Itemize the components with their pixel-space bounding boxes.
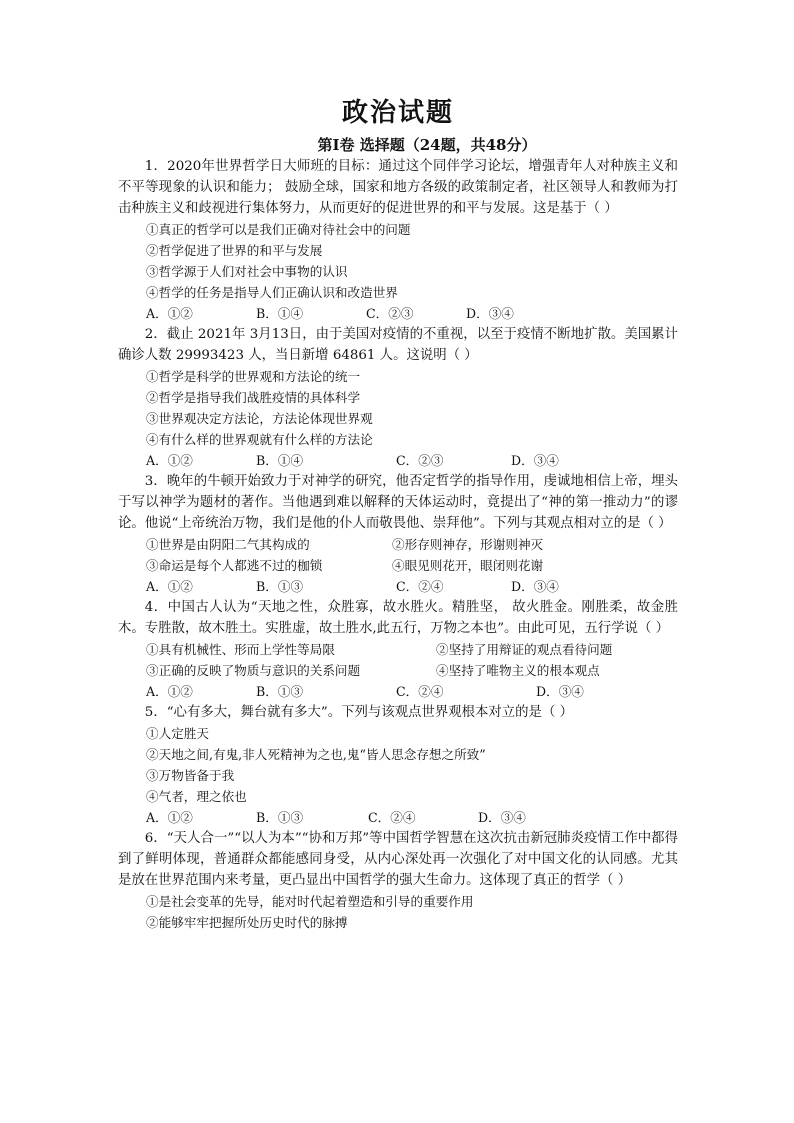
answer-choice-b[interactable]: B．①③ bbox=[256, 579, 304, 594]
answer-choice-d[interactable]: D．③④ bbox=[478, 810, 526, 825]
section-heading: 第Ⅰ卷 选择题（24题，共48分） bbox=[317, 136, 537, 154]
option-item: ③正确的反映了物质与意识的关系问题 bbox=[146, 663, 361, 678]
answer-choice-b[interactable]: B．①④ bbox=[256, 453, 304, 468]
answer-choice-d[interactable]: D．③④ bbox=[536, 684, 584, 699]
answer-choice-a[interactable]: A．①② bbox=[146, 453, 193, 468]
option-item: ②哲学促进了世界的和平与发展 bbox=[146, 243, 323, 258]
question-1 bbox=[118, 156, 678, 324]
question-3 bbox=[118, 471, 678, 597]
option-item: ③世界观决定方法论，方法论体现世界观 bbox=[146, 411, 373, 426]
answer-choice-a[interactable]: A．①② bbox=[146, 306, 193, 321]
answer-choices bbox=[118, 576, 678, 597]
option-item: ①真正的哲学可以是我们正确对待社会中的问题 bbox=[146, 222, 411, 237]
answer-choice-c[interactable]: C．②④ bbox=[368, 810, 416, 825]
option-item: ②形存则神存，形谢则神灭 bbox=[392, 537, 544, 552]
option-item: ③命运是每个人都逃不过的枷锁 bbox=[146, 558, 323, 573]
option-item: ④眼见则花开，眼闭则花谢 bbox=[392, 558, 544, 573]
answer-choices bbox=[118, 303, 678, 324]
question-2 bbox=[118, 324, 678, 471]
answer-choice-d[interactable]: D．③④ bbox=[511, 453, 559, 468]
option-row bbox=[118, 639, 678, 660]
answer-choices bbox=[118, 807, 678, 828]
answer-choice-d[interactable]: D．③④ bbox=[466, 306, 514, 321]
question-stem: 3．晚年的牛顿开始致力于对神学的研究，他否定哲学的指导作用，虔诚地相信上帝，埋头于写以神学为题材的著作。当他遇到难以解释的天体运动时，竟提出了“神的第一推动力”的谬论。他说“上帝统治万物，我们是他的仆人而敬畏他、崇拜他”。下列与其观点相对立的是（ ） bbox=[118, 474, 678, 531]
option-item: ②坚持了用辩证的观点看待问题 bbox=[436, 642, 613, 657]
option-item: ④坚持了唯物主义的根本观点 bbox=[436, 663, 600, 678]
question-stem: 5．“心有多大，舞台就有多大”。下列与该观点世界观根本对立的是（ ） bbox=[144, 705, 573, 720]
option-item: ②能够牢牢把握所处历史时代的脉搏 bbox=[146, 915, 348, 930]
question-stem: 1．2020年世界哲学日大师班的目标：通过这个同伴学习论坛，增强青年人对种族主义和不平等现象的认识和能力； 鼓励全球，国家和地方各级的政策制定者，社区领导人和教师为打击种族主义和歧视进行集体努力，从而更好的促进世界的和平与发展。这是基于（ ） bbox=[118, 159, 678, 216]
option-item: ③万物皆备于我 bbox=[146, 768, 235, 783]
option-item: ④哲学的任务是指导人们正确认识和改造世界 bbox=[146, 285, 398, 300]
answer-choice-a[interactable]: A．①② bbox=[146, 579, 193, 594]
option-row bbox=[118, 660, 678, 681]
page-title: 政治试题 bbox=[341, 98, 454, 128]
answer-choice-b[interactable]: B．①③ bbox=[256, 810, 304, 825]
answer-choice-b[interactable]: B．①③ bbox=[256, 684, 304, 699]
answer-choices bbox=[118, 681, 678, 702]
answer-choice-a[interactable]: A．①② bbox=[146, 684, 193, 699]
option-item: ①是社会变革的先导，能对时代起着塑造和引导的重要作用 bbox=[146, 894, 474, 909]
question-stem: 6．“天人合一”“以人为本”“协和万邦”等中国哲学智慧在这次抗击新冠肺炎疫情工作中都得到了鲜明体现，普通群众都能感同身受，从内心深处再一次强化了对中国文化的认同感。尤其是放在世界范围内来考量，更凸显出中国哲学的强大生命力。这体现了真正的哲学（ ） bbox=[118, 831, 678, 888]
answer-choice-c[interactable]: C．②④ bbox=[396, 579, 444, 594]
option-item: ①具有机械性、形而上学性等局限 bbox=[146, 642, 335, 657]
question-4 bbox=[118, 597, 678, 702]
answer-choices bbox=[118, 450, 678, 471]
answer-choice-c[interactable]: C．②④ bbox=[396, 684, 444, 699]
option-item: ①人定胜天 bbox=[146, 726, 209, 741]
question-stem: 2．截止 2021年 3月13日，由于美国对疫情的不重视，以至于疫情不断地扩散。美国累计确诊人数 29993423 人，当日新增 64861 人。这说明（ ） bbox=[118, 327, 678, 363]
option-item: ④气者，理之依也 bbox=[146, 789, 247, 804]
option-item: ④有什么样的世界观就有什么样的方法论 bbox=[146, 432, 373, 447]
question-5 bbox=[118, 702, 678, 828]
option-item: ①哲学是科学的世界观和方法论的统一 bbox=[146, 369, 361, 384]
option-row bbox=[118, 534, 678, 555]
answer-choice-a[interactable]: A．①② bbox=[146, 810, 193, 825]
option-item: ②哲学是指导我们战胜疫情的具体科学 bbox=[146, 390, 361, 405]
option-item: ②天地之间,有鬼,非人死精神为之也,鬼“皆人思念存想之所致” bbox=[146, 747, 486, 762]
question-stem: 4．中国古人认为“天地之性，众胜寡，故水胜火。精胜坚， 故火胜金。刚胜柔，故金胜木。专胜散，故木胜土。实胜虚，故土胜水,此五行，万物之本也”。由此可见，五行学说（ ） bbox=[118, 600, 678, 636]
question-6 bbox=[118, 828, 678, 933]
answer-choice-c[interactable]: C．②③ bbox=[396, 453, 444, 468]
option-item: ③哲学源于人们对社会中事物的认识 bbox=[146, 264, 348, 279]
answer-choice-d[interactable]: D．③④ bbox=[511, 579, 559, 594]
answer-choice-b[interactable]: B．①④ bbox=[256, 306, 304, 321]
option-item: ①世界是由阴阳二气其构成的 bbox=[146, 537, 310, 552]
exam-page bbox=[118, 96, 678, 933]
option-row bbox=[118, 555, 678, 576]
answer-choice-c[interactable]: C．②③ bbox=[366, 306, 414, 321]
